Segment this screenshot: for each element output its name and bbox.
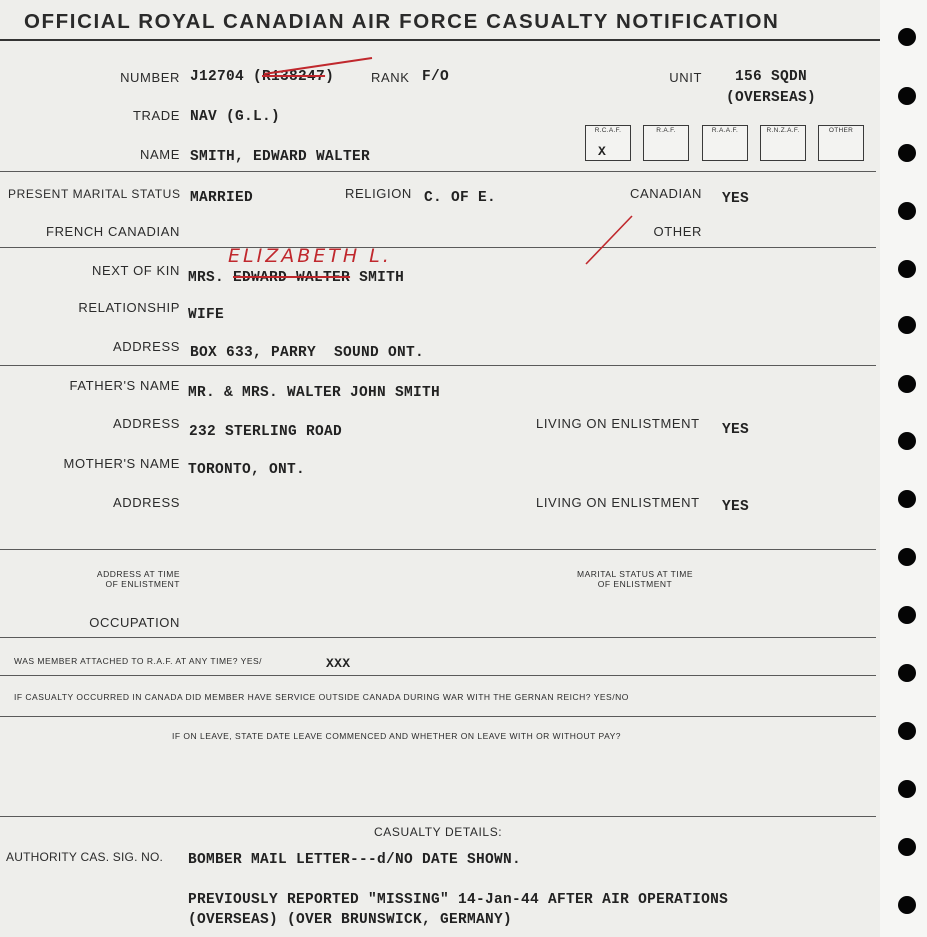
service-box-rcaf: R.C.A.F. X <box>585 125 631 161</box>
feed-hole <box>898 838 916 856</box>
feed-hole <box>898 780 916 798</box>
casualty-line-2: PREVIOUSLY REPORTED "MISSING" 14-Jan-44 AFTER AIR OPERATIONS <box>188 892 729 908</box>
occupation-label: OCCUPATION <box>89 615 180 630</box>
title-rule <box>0 39 880 41</box>
address-value: BOX 633, PARRY SOUND ONT. <box>190 345 425 361</box>
feed-hole <box>898 260 916 278</box>
address-label: ADDRESS <box>112 339 180 354</box>
religion-value: C. OF E. <box>424 190 497 206</box>
mother-living-label: LIVING ON ENLISTMENT <box>536 495 700 510</box>
feed-hole <box>898 664 916 682</box>
feed-hole <box>898 28 916 46</box>
row-rule <box>0 365 876 366</box>
row-rule <box>0 637 876 638</box>
father-address-value: 232 STERLING ROAD <box>189 424 343 440</box>
canadian-value: YES <box>722 191 750 207</box>
row-rule <box>0 247 876 248</box>
next-of-kin-handwritten: ELIZABETH L. <box>228 245 392 267</box>
service-box-raaf: R.A.A.F. <box>702 125 748 161</box>
casualty-details-heading: CASUALTY DETAILS: <box>374 825 503 839</box>
number-label: NUMBER <box>120 70 180 85</box>
religion-label: RELIGION <box>345 186 412 201</box>
row-rule <box>0 675 876 676</box>
relationship-label: RELATIONSHIP <box>78 300 180 315</box>
father-living-label: LIVING ON ENLISTMENT <box>536 416 700 431</box>
feed-hole <box>898 490 916 508</box>
name-value: SMITH, EDWARD WALTER <box>190 149 371 165</box>
feed-hole <box>898 606 916 624</box>
unit-line1: 156 SQDN <box>735 69 808 85</box>
mother-address-label: ADDRESS <box>112 495 180 510</box>
mother-living-value: YES <box>722 499 750 515</box>
address-at-time-label: ADDRESS AT TIME OF ENLISTMENT <box>96 569 180 589</box>
father-address-label: ADDRESS <box>112 416 180 431</box>
rank-label: RANK <box>371 70 410 85</box>
next-of-kin-struck: EDWARD WALTER <box>233 270 351 286</box>
other-label: OTHER <box>653 224 702 239</box>
row-rule <box>0 816 876 817</box>
father-living-value: YES <box>722 422 750 438</box>
feed-hole <box>898 722 916 740</box>
marital-status-at-time-label: MARITAL STATUS AT TIME OF ENLISTMENT <box>576 569 693 589</box>
unit-label: UNIT <box>669 70 702 85</box>
present-marital-status-label: PRESENT MARITAL STATUS <box>8 187 181 201</box>
feed-hole <box>898 202 916 220</box>
red-pencil-mark <box>580 210 640 270</box>
fathers-name-value: MR. & MRS. WALTER JOHN SMITH <box>188 385 441 401</box>
canada-service-question: IF CASUALTY OCCURRED IN CANADA DID MEMBER HAVE SERVICE OUTSIDE CANADA DURING WAR WITH THE GERNAN REICH? YES/NO <box>14 692 629 702</box>
feed-hole <box>898 896 916 914</box>
feed-hole <box>898 548 916 566</box>
leave-question: IF ON LEAVE, STATE DATE LEAVE COMMENCED AND WHETHER ON LEAVE WITH OR WITHOUT PAY? <box>172 731 622 741</box>
trade-value: NAV (G.L.) <box>190 109 281 125</box>
name-label: NAME <box>140 147 180 162</box>
french-canadian-label: FRENCH CANADIAN <box>46 224 180 239</box>
trade-label: TRADE <box>132 108 180 123</box>
form-title: OFFICIAL ROYAL CANADIAN AIR FORCE CASUALTY NOTIFICATION <box>24 10 780 33</box>
marital-status-value: MARRIED <box>190 190 254 206</box>
row-rule <box>0 716 876 717</box>
feed-hole <box>898 316 916 334</box>
casualty-line-1: BOMBER MAIL LETTER---d/NO DATE SHOWN. <box>188 852 522 868</box>
mothers-name-value: TORONTO, ONT. <box>188 462 306 478</box>
feed-hole <box>898 375 916 393</box>
canadian-label: CANADIAN <box>630 186 702 201</box>
service-box-rnzaf: R.N.Z.A.F. <box>760 125 806 161</box>
rcaf-mark: X <box>598 144 607 159</box>
feed-hole <box>898 87 916 105</box>
service-number: J12704 (R138247) <box>190 69 335 85</box>
raf-question: WAS MEMBER ATTACHED TO R.A.F. AT ANY TIME? YES/ <box>14 656 263 666</box>
row-rule <box>0 171 876 172</box>
next-of-kin-value: MRS. EDWARD WALTER SMITH <box>188 270 405 286</box>
authority-label: AUTHORITY CAS. SIG. NO. <box>6 850 164 864</box>
old-number-struck: R138247 <box>262 69 326 85</box>
service-box-raf: R.A.F. <box>643 125 689 161</box>
casualty-line-3: (OVERSEAS) (OVER BRUNSWICK, GERMANY) <box>188 912 513 928</box>
mothers-name-label: MOTHER'S NAME <box>63 456 180 471</box>
relationship-value: WIFE <box>188 307 225 323</box>
rank-value: F/O <box>422 69 450 85</box>
row-rule <box>0 549 876 550</box>
feed-hole <box>898 144 916 162</box>
feed-hole <box>898 432 916 450</box>
red-strike-mark <box>260 50 380 80</box>
unit-line2: (OVERSEAS) <box>726 90 817 106</box>
raf-answer: XXX <box>326 656 351 671</box>
service-box-other: OTHER <box>818 125 864 161</box>
fathers-name-label: FATHER'S NAME <box>69 378 180 393</box>
next-of-kin-label: NEXT OF KIN <box>92 263 180 278</box>
